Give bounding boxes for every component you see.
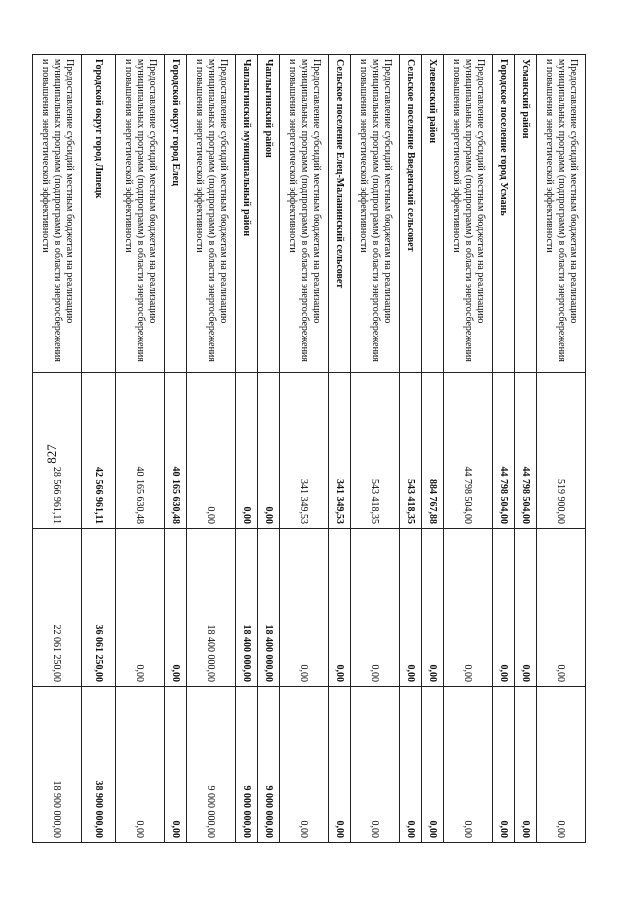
value-year-2: 0,00 — [515, 529, 537, 687]
page-number: 827 — [44, 444, 59, 464]
value-year-1: 44 798 504,00 — [444, 373, 493, 529]
value-year-1: 341 349,53 — [329, 373, 351, 529]
row-name: Предоставление субсидий местным бюджетам на реализацию муниципальных программ (подпрограмм) в области энергосбережения и повышения энергетической эффективности — [537, 55, 586, 373]
value-year-1: 42 566 961,11 — [82, 373, 116, 529]
table-row — [351, 55, 400, 843]
value-year-3: 0,00 — [351, 687, 400, 843]
value-year-3: 0,00 — [329, 687, 351, 843]
value-year-3: 0,00 — [444, 687, 493, 843]
table-row — [280, 55, 329, 843]
value-year-2: 0,00 — [400, 529, 422, 687]
value-year-2: 18 400 000,00 — [258, 529, 280, 687]
row-name: Хлевенский район — [422, 55, 444, 373]
value-year-1: 543 418,35 — [400, 373, 422, 529]
value-year-3: 0,00 — [280, 687, 329, 843]
table-row — [422, 55, 444, 843]
value-year-1: 0,00 — [258, 373, 280, 529]
value-year-2: 22 061 250,00 — [33, 529, 82, 687]
value-year-3: 0,00 — [116, 687, 165, 843]
value-year-3: 0,00 — [165, 687, 187, 843]
value-year-2: 0,00 — [351, 529, 400, 687]
table-row — [493, 55, 515, 843]
value-year-1: 44 798 504,00 — [493, 373, 515, 529]
value-year-3: 9 000 000,00 — [187, 687, 236, 843]
row-name: Чаплыгинский район — [258, 55, 280, 373]
row-name: Предоставление субсидий местным бюджетам на реализацию муниципальных программ (подпрограмм) в области энергосбережения и повышения энергетической эффективности — [444, 55, 493, 373]
table-row — [258, 55, 280, 843]
value-year-3: 9 000 000,00 — [258, 687, 280, 843]
value-year-2: 0,00 — [329, 529, 351, 687]
value-year-2: 36 061 250,00 — [82, 529, 116, 687]
row-name: Предоставление субсидий местным бюджетам на реализацию муниципальных программ (подпрограмм) в области энергосбережения и повышения энергетической эффективности — [351, 55, 400, 373]
value-year-3: 0,00 — [422, 687, 444, 843]
table-row — [329, 55, 351, 843]
value-year-2: 0,00 — [116, 529, 165, 687]
table-row — [537, 55, 586, 843]
value-year-2: 18 400 000,00 — [187, 529, 236, 687]
value-year-3: 0,00 — [537, 687, 586, 843]
table-row — [236, 55, 258, 843]
value-year-3: 18 900 000,00 — [33, 687, 82, 843]
table-row — [187, 55, 236, 843]
value-year-3: 0,00 — [400, 687, 422, 843]
row-name: Предоставление субсидий местным бюджетам на реализацию муниципальных программ (подпрограмм) в области энергосбережения и повышения энергетической эффективности — [116, 55, 165, 373]
table-row — [444, 55, 493, 843]
value-year-1: 40 165 630,48 — [165, 373, 187, 529]
value-year-1: 543 418,35 — [351, 373, 400, 529]
row-name: Предоставление субсидий местным бюджетам на реализацию муниципальных программ (подпрограмм) в области энергосбережения и повышения энергетической эффективности — [280, 55, 329, 373]
row-name: Усманский район — [515, 55, 537, 373]
value-year-1: 40 165 630,48 — [116, 373, 165, 529]
row-name: Сельское поселение Введенский сельсовет — [400, 55, 422, 373]
table-row — [116, 55, 165, 843]
value-year-2: 0,00 — [280, 529, 329, 687]
value-year-3: 0,00 — [493, 687, 515, 843]
value-year-2: 0,00 — [165, 529, 187, 687]
value-year-3: 9 000 000,00 — [236, 687, 258, 843]
row-name: Городской округ город Елец — [165, 55, 187, 373]
row-name: Городской округ город Липецк — [82, 55, 116, 373]
value-year-1: 519 900,00 — [537, 373, 586, 529]
row-name: Предоставление субсидий местным бюджетам на реализацию муниципальных программ (подпрограмм) в области энергосбережения и повышения энергетической эффективности — [33, 55, 82, 373]
table-row — [33, 55, 82, 843]
value-year-2: 0,00 — [444, 529, 493, 687]
row-name: Предоставление субсидий местным бюджетам на реализацию муниципальных программ (подпрограмм) в области энергосбережения и повышения энергетической эффективности — [187, 55, 236, 373]
value-year-1: 0,00 — [236, 373, 258, 529]
value-year-1: 884 767,88 — [422, 373, 444, 529]
table-row — [515, 55, 537, 843]
value-year-2: 0,00 — [493, 529, 515, 687]
row-name: Городское поселение город Усмань — [493, 55, 515, 373]
table-row — [165, 55, 187, 843]
row-name: Чаплыгинский муниципальный район — [236, 55, 258, 373]
row-name: Сельское поселение Елец-Маланинский сельсовет — [329, 55, 351, 373]
value-year-2: 0,00 — [422, 529, 444, 687]
budget-table — [32, 54, 586, 843]
value-year-2: 0,00 — [537, 529, 586, 687]
value-year-1: 0,00 — [187, 373, 236, 529]
table-row — [400, 55, 422, 843]
value-year-3: 0,00 — [515, 687, 537, 843]
value-year-1: 28 566 961,11 — [33, 373, 82, 529]
value-year-2: 18 400 000,00 — [236, 529, 258, 687]
value-year-3: 38 900 000,00 — [82, 687, 116, 843]
value-year-1: 44 798 504,00 — [515, 373, 537, 529]
value-year-1: 341 349,53 — [280, 373, 329, 529]
table-row — [82, 55, 116, 843]
